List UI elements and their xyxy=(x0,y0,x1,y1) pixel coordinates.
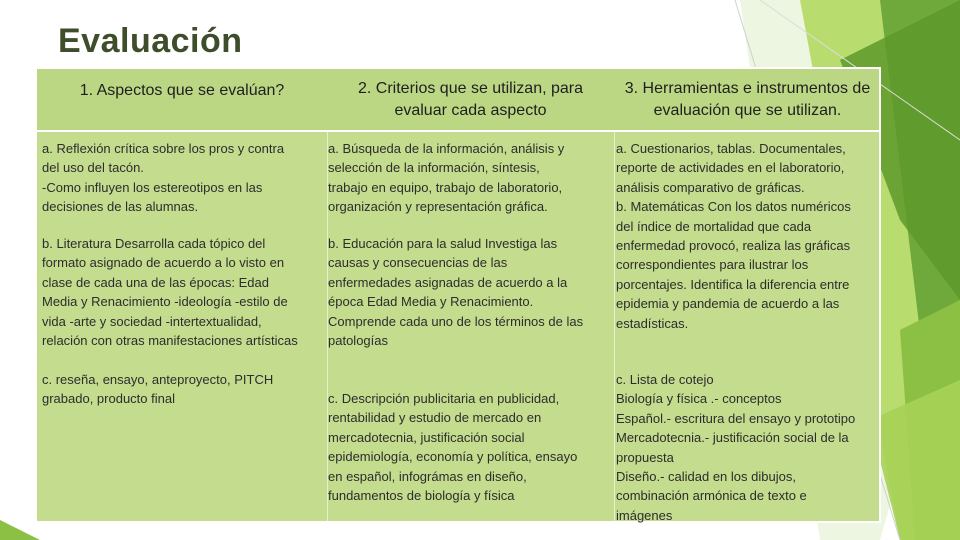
aspectos-c-text: c. reseña, ensayo, anteproyecto, PITCH grabado, producto final xyxy=(42,372,274,407)
criterios-b-text: b. Educación para la salud Investiga las causas y consecuencias de las enfermedades asignadas de acuerdo a la época Edad Media y Renacimiento. Comprende cada uno de los términos de las patologías xyxy=(328,236,584,349)
table-header-row xyxy=(37,69,879,132)
header-criterios: 2. Criterios que se utilizan, para evaluar cada aspecto xyxy=(358,79,583,119)
column-divider xyxy=(614,69,615,521)
header-herramientas: 3. Herramientas e instrumentos de evaluación que se utilizan. xyxy=(624,79,871,119)
criterios-c-text: c. Descripción publicitaria en publicidad, rentabilidad y estudio de mercado en mercadotecnia, justificación social epidemiología, economía y política, ensayo en español, infográmas en diseño, fundamentos de biología y física xyxy=(328,391,578,504)
aspectos-a-text: a. Reflexión crítica sobre los pros y contra del uso del tacón. -Como influyen los estereotipos en las decisiones de las alumnas. xyxy=(42,141,285,215)
herramientas-ab-text: a. Cuestionarios, tablas. Documentales, reporte de actividades en el laboratorio, análisis comparativo de gráficas. b. Matemáticas Con los datos numéricos del índice de mortalidad que cada enfermedad provocó, realiza las gráficas correspondientes para ilustrar los porcentajes. Identifica la diferencia entre epidemia y pandemia de acuerdo a las estadísticas. xyxy=(616,141,851,331)
aspectos-b-text: b. Literatura Desarrolla cada tópico del formato asignado de acuerdo a lo visto en clase de cada una de las épocas: Edad Media y Renacimiento -ideología -estilo de vida -arte y sociedad -intertextualidad, relación con otras manifestaciones artísticas xyxy=(42,236,298,349)
herramientas-c-text: c. Lista de cotejo Biología y física .- conceptos Español.- escritura del ensayo y prototipo Mercadotecnia.- justificación social de la propuesta Diseño.- calidad en los dibujos, combinación armónica de texto e imágenes xyxy=(616,372,856,523)
header-aspectos: 1. Aspectos que se evalúan? xyxy=(79,82,285,99)
criterios-a-text: a. Búsqueda de la información, análisis y selección de la información, síntesis, trabajo en equipo, trabajo de laboratorio, organización y representación gráfica. xyxy=(328,141,565,215)
evaluation-table xyxy=(35,67,881,523)
slide-title: Evaluación xyxy=(58,22,243,60)
